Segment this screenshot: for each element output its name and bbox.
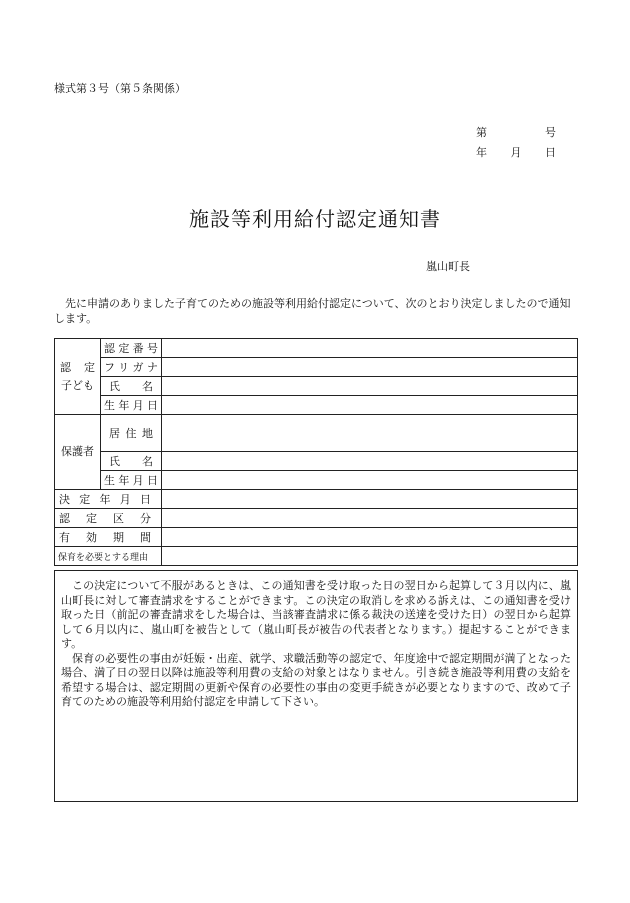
child-group-line1: 認 定	[60, 360, 95, 374]
table-row	[55, 415, 578, 452]
care-reason-label: 保育を必要とする理由	[55, 547, 162, 566]
table-row	[55, 452, 578, 471]
child-group-label	[55, 339, 101, 415]
child-name-value[interactable]	[162, 377, 578, 396]
notice-paragraph-renewal: 保育の必要性の事由が妊娠・出産、就学、求職活動等の認定で、年度途中で認定期間が満了となった場合、満了日の翌日以降は施設等利用費の支給の対象とはなりません。引き続き施設等利用費の支給を希望する場合は、認定期間の更新や保育の必要性の事由の変更手続きが必要となりますので、改めて子育てのための施設等利用給付認定を申請して下さい。	[61, 651, 571, 708]
care-reason-value[interactable]	[162, 547, 578, 566]
table-row	[55, 490, 578, 509]
guardian-birthdate-value[interactable]	[162, 471, 578, 490]
child-label-cert-number: 認定番号	[101, 339, 162, 358]
child-label-furigana: フリガナ	[101, 358, 162, 377]
guardian-label-name: 氏 名	[101, 452, 162, 471]
document-number-block	[476, 124, 556, 164]
guardian-label-address: 居住地	[101, 415, 162, 452]
notice-paragraph-appeal: この決定について不服があるときは、この通知書を受け取った日の翌日から起算して３月以内に、嵐山町長に対して審査請求をすることができます。この決定の取消しを求める訴えは、この通知書を受け取った日（前記の審査請求をした場合は、当該審査請求に係る裁決の送達を受けた日）の翌日から起算して６月以内に、嵐山町を被告として（嵐山町長が被告の代表者となります。）提起することができます。	[61, 579, 571, 650]
decision-date-label: 決定年月日	[55, 490, 162, 509]
form-number: 様式第３号（第５条関係）	[54, 82, 186, 95]
doc-number-prefix: 第	[476, 126, 487, 139]
guardian-name-value[interactable]	[162, 452, 578, 471]
guardian-address-value[interactable]	[162, 415, 578, 452]
table-row	[55, 358, 578, 377]
guardian-label-birthdate: 生年月日	[101, 471, 162, 490]
valid-period-label: 有効期間	[55, 528, 162, 547]
table-row	[55, 396, 578, 415]
issuer: 嵐山町長	[426, 260, 470, 273]
doc-number-suffix: 号	[545, 126, 556, 139]
date-day: 日	[545, 146, 556, 159]
date-month: 月	[510, 146, 522, 159]
child-label-name: 氏 名	[101, 377, 162, 396]
valid-period-value[interactable]	[162, 528, 578, 547]
child-furigana-value[interactable]	[162, 358, 578, 377]
table-row	[55, 377, 578, 396]
table-row	[55, 471, 578, 490]
child-cert-number-value[interactable]	[162, 339, 578, 358]
table-row	[55, 509, 578, 528]
notice-box	[54, 570, 578, 802]
date-year: 年	[476, 146, 487, 159]
child-group-line2: 子ども	[61, 378, 94, 392]
child-birthdate-value[interactable]	[162, 396, 578, 415]
page-title: 施設等利用給付認定通知書	[189, 207, 441, 231]
guardian-group-label: 保護者	[55, 415, 101, 490]
intro-text: 先に申請のありました子育てのための施設等利用給付認定について、次のとおり決定しましたので通知します。	[54, 297, 571, 325]
cert-category-value[interactable]	[162, 509, 578, 528]
decision-date-value[interactable]	[162, 490, 578, 509]
certification-table	[54, 338, 578, 566]
table-row	[55, 547, 578, 566]
child-label-birthdate: 生年月日	[101, 396, 162, 415]
document-date-line	[476, 144, 556, 164]
table-row	[55, 339, 578, 358]
document-number-line	[476, 124, 556, 144]
cert-category-label: 認定区分	[55, 509, 162, 528]
table-row	[55, 528, 578, 547]
